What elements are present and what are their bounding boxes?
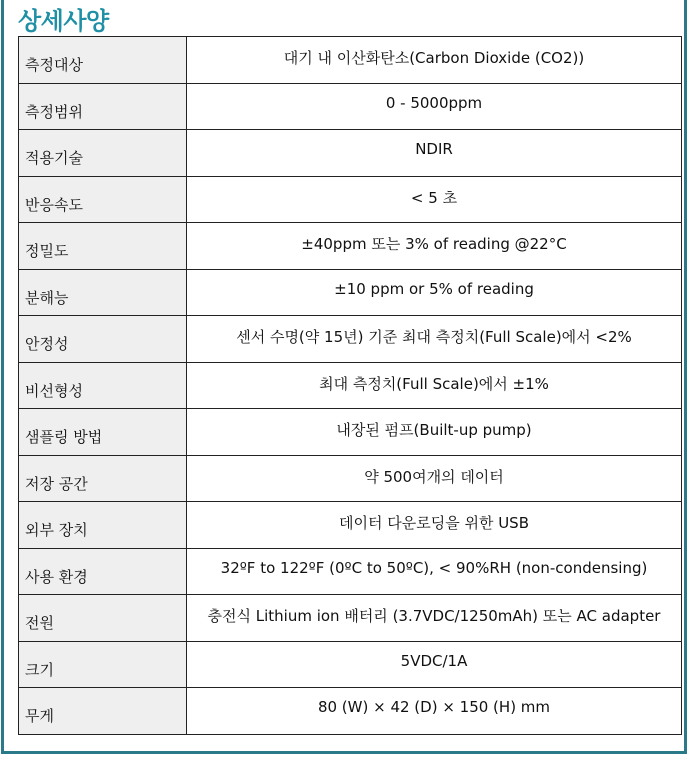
row-label: 적용기술 — [19, 130, 187, 177]
row-value: 충전식 Lithium ion 배터리 (3.7VDC/1250mAh) 또는 AC adapter — [187, 595, 682, 642]
table-row — [19, 548, 682, 595]
table-row — [19, 641, 682, 688]
row-value: 80 (W) × 42 (D) × 150 (H) mm — [187, 688, 682, 735]
section-title: 상세사양 — [18, 7, 109, 35]
table-row — [19, 223, 682, 270]
row-value: 약 500여개의 데이터 — [187, 455, 682, 502]
spec-panel — [1, 0, 687, 754]
row-value: 5VDC/1A — [187, 641, 682, 688]
row-label: 크기 — [19, 641, 187, 688]
row-value: NDIR — [187, 130, 682, 177]
row-label: 정밀도 — [19, 223, 187, 270]
table-row — [19, 83, 682, 130]
row-label: 측정범위 — [19, 83, 187, 130]
spec-table — [18, 36, 682, 735]
row-label: 사용 환경 — [19, 548, 187, 595]
row-value: 데이터 다운로딩을 위한 USB — [187, 502, 682, 549]
table-row — [19, 455, 682, 502]
row-value: 32ºF to 122ºF (0ºC to 50ºC), < 90%RH (non-condensing) — [187, 548, 682, 595]
row-value: 내장된 펌프(Built-up pump) — [187, 409, 682, 456]
row-label: 반응속도 — [19, 176, 187, 223]
table-row — [19, 362, 682, 409]
table-row — [19, 595, 682, 642]
row-value: 0 - 5000ppm — [187, 83, 682, 130]
row-label: 안정성 — [19, 316, 187, 363]
row-value: < 5 초 — [187, 176, 682, 223]
row-label: 외부 장치 — [19, 502, 187, 549]
row-value: ±10 ppm or 5% of reading — [187, 269, 682, 316]
row-value: 대기 내 이산화탄소(Carbon Dioxide (CO2)) — [187, 37, 682, 84]
table-row — [19, 502, 682, 549]
row-label: 분해능 — [19, 269, 187, 316]
table-row — [19, 316, 682, 363]
row-value: 센서 수명(약 15년) 기준 최대 측정치(Full Scale)에서 <2% — [187, 316, 682, 363]
row-label: 샘플링 방법 — [19, 409, 187, 456]
row-label: 무게 — [19, 688, 187, 735]
row-label: 저장 공간 — [19, 455, 187, 502]
row-label: 전원 — [19, 595, 187, 642]
table-row — [19, 409, 682, 456]
row-label: 비선형성 — [19, 362, 187, 409]
table-row — [19, 130, 682, 177]
table-row — [19, 37, 682, 84]
table-row — [19, 176, 682, 223]
row-value: ±40ppm 또는 3% of reading @22°C — [187, 223, 682, 270]
table-row — [19, 688, 682, 735]
row-label: 측정대상 — [19, 37, 187, 84]
row-value: 최대 측정치(Full Scale)에서 ±1% — [187, 362, 682, 409]
table-row — [19, 269, 682, 316]
